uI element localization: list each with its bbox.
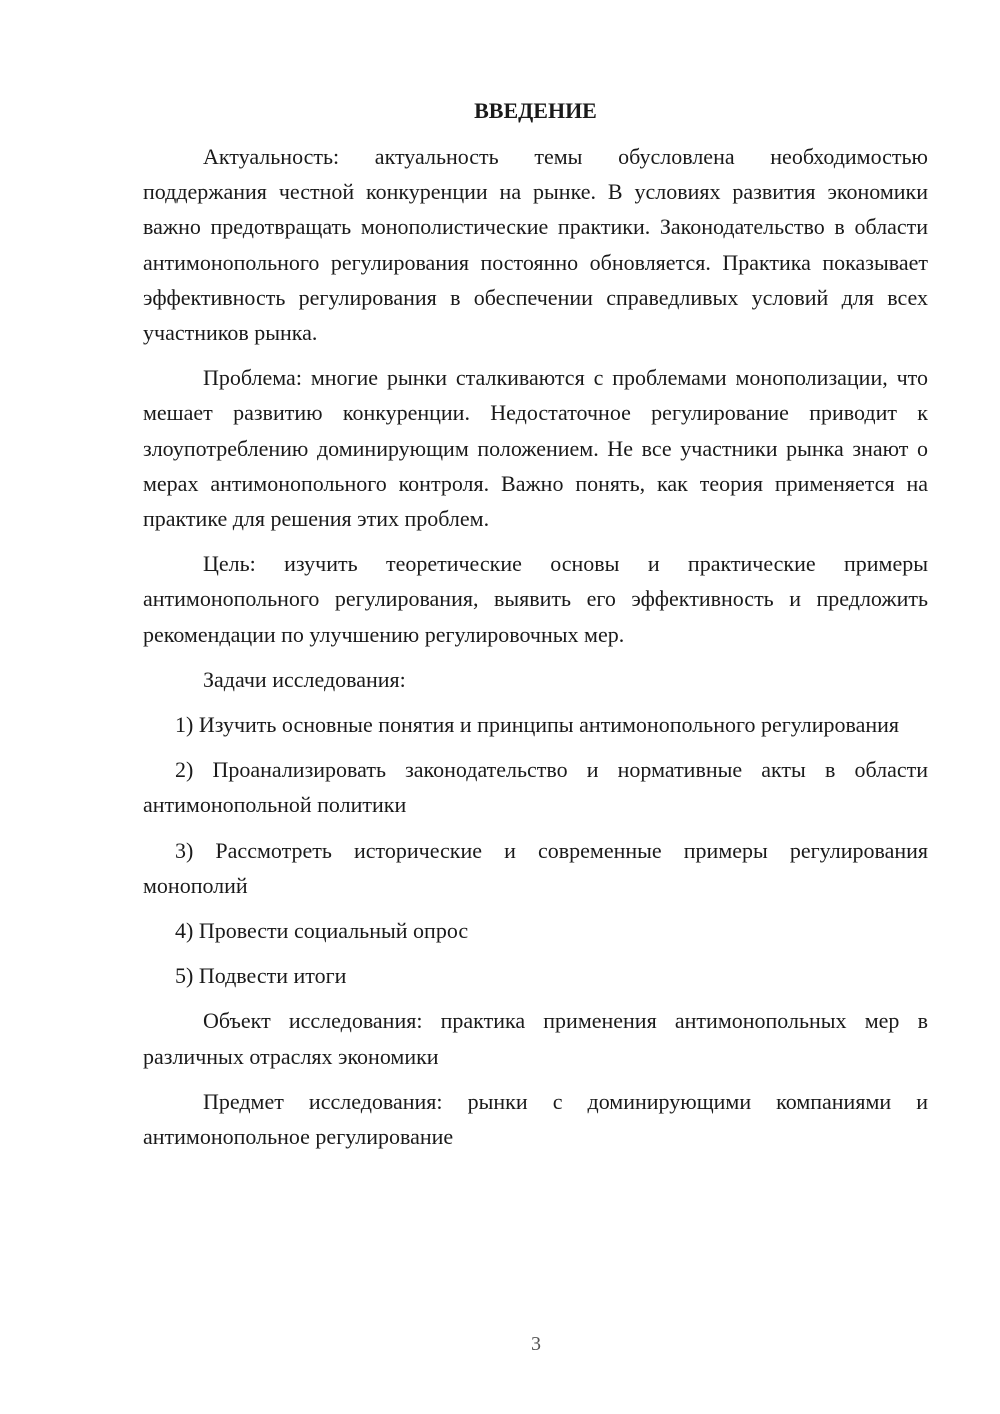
problem-paragraph: Проблема: многие рынки сталкиваются с проблемами монополизации, что мешает развитию конкуренции. Недостаточное регулирование приводит к злоупотреблению доминирующим положением. Не все участники рынка знают о мерах антимонопольного контроля. Важно понять, как теория применяется на практике для решения этих проблем. (143, 365, 928, 532)
subject-paragraph: Предмет исследования: рынки с доминирующими компаниями и антимонопольное регулирование (143, 1088, 928, 1150)
section-title: ВВЕДЕНИЕ (474, 98, 597, 123)
list-item: 5) Подвести итоги (175, 963, 347, 989)
page-number: 3 (531, 1333, 541, 1355)
list-item: 3) Рассмотреть исторические и современные примеры регулирования монополий (143, 837, 928, 898)
list-item: 2) Проанализировать законодательство и нормативные акты в области антимонопольной политики (143, 757, 928, 818)
document-page (143, 95, 928, 1164)
list-item: 1) Изучить основные понятия и принципы антимонопольного регулирования (175, 712, 900, 738)
tasks-list (143, 707, 928, 993)
object-paragraph: Объект исследования: практика применения антимонопольных мер в различных отраслях экономики (143, 1008, 928, 1069)
tasks-heading: Задачи исследования: (203, 666, 406, 692)
goal-paragraph: Цель: изучить теоретические основы и практические примеры антимонопольного регулирования, выявить его эффективность и предложить рекомендации по улучшению регулировочных мер. (143, 551, 928, 647)
list-item: 4) Провести социальный опрос (175, 918, 469, 944)
relevance-paragraph: Актуальность: актуальность темы обусловлена необходимостью поддержания честной конкуренции на рынке. В условиях развития экономики важно предотвращать монополистические практики. Законодательство в области антимонопольного регулирования постоянно обновляется. Практика показывает эффективность регулирования в обеспечении справедливых условий для всех участников рынка. (143, 144, 928, 346)
